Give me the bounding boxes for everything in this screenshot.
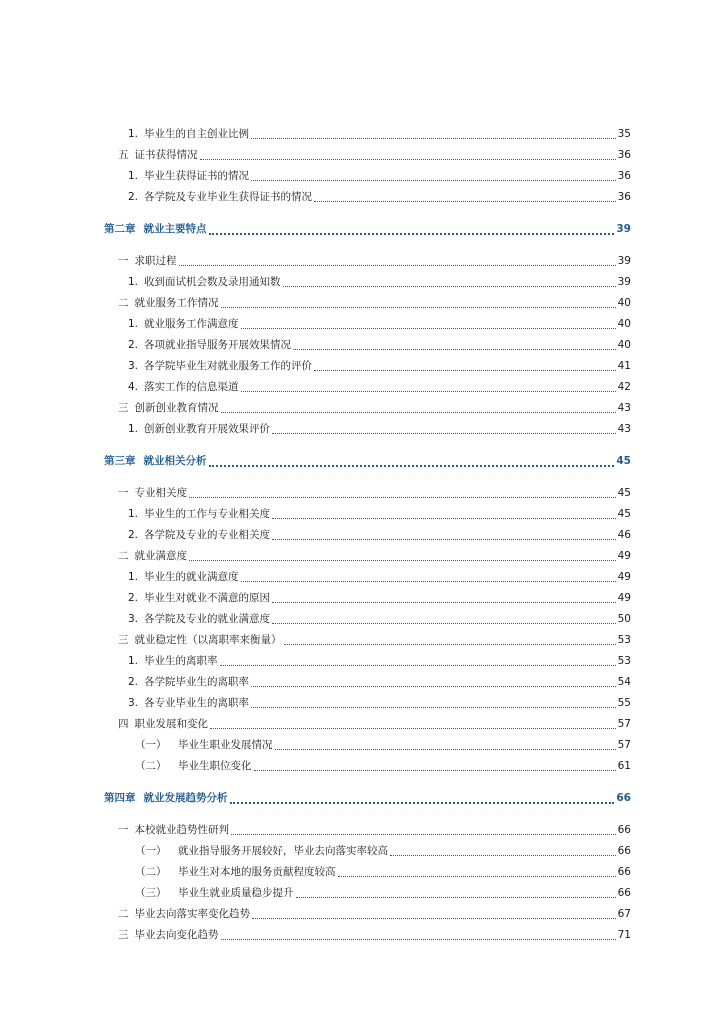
toc-entry-title: 毕业生职位变化: [178, 760, 252, 772]
toc-entry-title: 求职过程: [134, 255, 177, 267]
toc-dot-leader: [272, 612, 616, 624]
toc-entry-number: 4.: [128, 381, 139, 393]
toc-entry[interactable]: [104, 124, 631, 145]
toc-entry-number: 第三章: [104, 455, 136, 467]
toc-dot-leader: [314, 359, 616, 371]
toc-dot-leader: [189, 549, 616, 561]
toc-entry-number: 三: [118, 634, 129, 646]
toc-entry[interactable]: [104, 630, 631, 651]
toc-dot-leader: [252, 907, 616, 919]
toc-entry-page-number: 35: [617, 128, 631, 140]
toc-entry-page-number: 45: [617, 508, 631, 520]
toc-entry-number: 三: [118, 402, 129, 414]
toc-entry[interactable]: [104, 925, 631, 946]
toc-entry[interactable]: [104, 251, 631, 272]
toc-entry-number: 3.: [128, 360, 139, 372]
toc-entry-number: 二: [118, 297, 129, 309]
toc-entry-title: 各学院及专业毕业生获得证书的情况: [144, 191, 313, 203]
toc-entry-number: 1.: [128, 571, 139, 583]
toc-entry[interactable]: [104, 693, 631, 714]
toc-entry-page-number: 36: [617, 170, 631, 182]
toc-entry[interactable]: [104, 419, 631, 440]
toc-entry[interactable]: [104, 272, 631, 293]
toc-entry-title: 各学院及专业的就业满意度: [144, 613, 271, 625]
toc-entry-page-number: 49: [617, 592, 631, 604]
toc-entry-title: 毕业生职业发展情况: [178, 739, 273, 751]
toc-entry-page-number: 43: [617, 402, 631, 414]
toc-entry-title: 就业满意度: [134, 550, 187, 562]
toc-entry-title: 落实工作的信息渠道: [144, 381, 239, 393]
toc-chapter-entry[interactable]: [104, 219, 631, 240]
toc-entry[interactable]: [104, 166, 631, 187]
toc-entry-page-number: 41: [617, 360, 631, 372]
toc-entry-page-number: 36: [617, 149, 631, 161]
toc-entry-title: 各学院毕业生的离职率: [144, 676, 250, 688]
toc-entry-number: 一: [118, 255, 129, 267]
toc-entry[interactable]: [104, 356, 631, 377]
toc-dot-leader: [293, 338, 616, 350]
toc-entry-page-number: 49: [617, 571, 631, 583]
toc-entry-number: 一: [118, 487, 129, 499]
toc-dot-leader: [251, 127, 616, 139]
toc-entry-number: （二）: [135, 866, 167, 878]
toc-entry-title: 就业相关分析: [143, 455, 207, 467]
toc-entry-number: 1.: [128, 128, 139, 140]
toc-dot-leader: [272, 528, 616, 540]
toc-dot-leader: [284, 633, 616, 645]
toc-entry-page-number: 66: [617, 866, 631, 878]
toc-entry-page-number: 57: [617, 739, 631, 751]
toc-entry-number: 四: [118, 718, 129, 730]
toc-entry[interactable]: [104, 377, 631, 398]
toc-entry[interactable]: [104, 398, 631, 419]
toc-dot-leader: [254, 759, 616, 771]
toc-entry[interactable]: [104, 525, 631, 546]
toc-entry[interactable]: [104, 588, 631, 609]
toc-entry-title: 各学院及专业的专业相关度: [144, 529, 271, 541]
toc-entry-page-number: 40: [617, 339, 631, 351]
toc-dot-leader: [272, 422, 616, 434]
toc-entry-title: 毕业生的自主创业比例: [144, 128, 250, 140]
toc-entry-title: 职业发展和变化: [134, 718, 208, 730]
toc-entry[interactable]: [104, 567, 631, 588]
toc-dot-leader: [272, 507, 616, 519]
table-of-contents: [104, 124, 631, 946]
toc-entry[interactable]: [104, 756, 631, 777]
toc-entry-title: 就业服务工作情况: [134, 297, 219, 309]
toc-dot-leader: [209, 454, 615, 467]
toc-entry-title: 收到面试机会数及录用通知数: [144, 276, 281, 288]
toc-entry-title: 毕业生的就业满意度: [144, 571, 239, 583]
toc-dot-leader: [179, 254, 616, 266]
toc-entry-page-number: 50: [617, 613, 631, 625]
toc-entry-title: 创新创业教育情况: [134, 402, 219, 414]
toc-entry-number: 五: [118, 149, 129, 161]
toc-dot-leader: [231, 823, 616, 835]
toc-dot-leader: [210, 717, 616, 729]
toc-entry[interactable]: [104, 293, 631, 314]
toc-dot-leader: [251, 675, 616, 687]
toc-dot-leader: [390, 844, 616, 856]
toc-entry[interactable]: [104, 483, 631, 504]
toc-entry-number: （一）: [135, 739, 167, 751]
toc-entry-page-number: 53: [617, 655, 631, 667]
toc-entry-number: 2.: [128, 529, 139, 541]
toc-entry-page-number: 39: [616, 223, 631, 235]
toc-entry[interactable]: [104, 651, 631, 672]
toc-entry-page-number: 66: [617, 824, 631, 836]
toc-entry-number: 1.: [128, 276, 139, 288]
toc-entry[interactable]: [104, 904, 631, 925]
toc-dot-leader: [189, 486, 616, 498]
toc-entry-title: 毕业生的离职率: [144, 655, 218, 667]
toc-entry-title: 毕业去向落实率变化趋势: [134, 908, 250, 920]
toc-spacer: [104, 208, 631, 219]
toc-dot-leader: [272, 591, 616, 603]
toc-entry[interactable]: [104, 187, 631, 208]
toc-dot-leader: [241, 570, 616, 582]
toc-entry-title: 就业发展趋势分析: [143, 792, 228, 804]
toc-entry-number: 3.: [128, 697, 139, 709]
toc-chapter-entry[interactable]: [104, 788, 631, 809]
toc-entry-title: 毕业生获得证书的情况: [144, 170, 250, 182]
toc-entry[interactable]: [104, 714, 631, 735]
toc-entry-title: 毕业去向变化趋势: [134, 929, 219, 941]
toc-entry-title: 各学院毕业生对就业服务工作的评价: [144, 360, 313, 372]
toc-entry[interactable]: [104, 862, 631, 883]
toc-entry-title: 就业服务工作满意度: [144, 318, 239, 330]
toc-dot-leader: [200, 148, 616, 160]
toc-entry-title: 就业稳定性（以离职率来衡量）: [134, 634, 282, 646]
toc-entry-number: 第二章: [104, 223, 136, 235]
toc-dot-leader: [230, 791, 615, 804]
toc-dot-leader: [296, 886, 616, 898]
toc-entry-page-number: 67: [617, 908, 631, 920]
toc-entry-title: 就业主要特点: [143, 223, 207, 235]
toc-entry-page-number: 40: [617, 297, 631, 309]
toc-entry-number: 1.: [128, 318, 139, 330]
toc-entry-number: 第四章: [104, 792, 136, 804]
toc-dot-leader: [314, 190, 616, 202]
toc-entry-page-number: 54: [617, 676, 631, 688]
toc-entry[interactable]: [104, 335, 631, 356]
toc-entry[interactable]: [104, 609, 631, 630]
toc-entry-title: 专业相关度: [134, 487, 187, 499]
toc-entry-title: 就业指导服务开展较好，毕业去向落实率较高: [178, 845, 388, 857]
toc-entry-page-number: 45: [617, 487, 631, 499]
toc-entry-page-number: 71: [617, 929, 631, 941]
toc-entry-page-number: 39: [617, 255, 631, 267]
toc-entry-number: 2.: [128, 592, 139, 604]
toc-entry-page-number: 36: [617, 191, 631, 203]
toc-entry-title: 本校就业趋势性研判: [134, 824, 229, 836]
toc-spacer: [104, 777, 631, 788]
toc-entry-title: 证书获得情况: [134, 149, 198, 161]
toc-entry-number: 2.: [128, 191, 139, 203]
toc-entry-number: （二）: [135, 760, 167, 772]
toc-entry[interactable]: [104, 145, 631, 166]
toc-entry-title: 各项就业指导服务开展效果情况: [144, 339, 292, 351]
toc-dot-leader: [221, 928, 616, 940]
toc-dot-leader: [251, 696, 616, 708]
toc-entry-page-number: 57: [617, 718, 631, 730]
toc-dot-leader: [221, 401, 616, 413]
toc-entry-page-number: 43: [617, 423, 631, 435]
toc-entry-number: 1.: [128, 508, 139, 520]
toc-entry-page-number: 40: [617, 318, 631, 330]
toc-entry-page-number: 45: [616, 455, 631, 467]
toc-entry-title: 创新创业教育开展效果评价: [144, 423, 271, 435]
toc-entry-number: 1.: [128, 655, 139, 667]
toc-spacer: [104, 472, 631, 483]
toc-entry-number: （三）: [135, 887, 167, 899]
toc-entry-page-number: 46: [617, 529, 631, 541]
toc-entry-number: 二: [118, 550, 129, 562]
toc-entry[interactable]: [104, 314, 631, 335]
toc-dot-leader: [209, 222, 615, 235]
toc-dot-leader: [251, 169, 616, 181]
toc-entry-number: 2.: [128, 339, 139, 351]
toc-spacer: [104, 440, 631, 451]
toc-entry[interactable]: [104, 841, 631, 862]
toc-entry-number: 2.: [128, 676, 139, 688]
toc-entry-number: 1.: [128, 423, 139, 435]
toc-entry[interactable]: [104, 546, 631, 567]
toc-entry-page-number: 42: [617, 381, 631, 393]
toc-entry-title: 毕业生就业质量稳步提升: [178, 887, 294, 899]
toc-dot-leader: [275, 738, 616, 750]
toc-entry-title: 各专业毕业生的离职率: [144, 697, 250, 709]
toc-entry-page-number: 66: [617, 845, 631, 857]
toc-entry-page-number: 66: [616, 792, 631, 804]
toc-spacer: [104, 809, 631, 820]
toc-entry-number: （一）: [135, 845, 167, 857]
toc-dot-leader: [220, 654, 616, 666]
toc-dot-leader: [221, 296, 616, 308]
toc-entry-number: 三: [118, 929, 129, 941]
toc-entry-number: 1.: [128, 170, 139, 182]
toc-entry-title: 毕业生对本地的服务贡献程度较高: [178, 866, 336, 878]
toc-dot-leader: [241, 380, 616, 392]
toc-entry[interactable]: [104, 883, 631, 904]
toc-entry-title: 毕业生的工作与专业相关度: [144, 508, 271, 520]
toc-chapter-entry[interactable]: [104, 451, 631, 472]
toc-spacer: [104, 240, 631, 251]
toc-entry-number: 一: [118, 824, 129, 836]
toc-entry-number: 3.: [128, 613, 139, 625]
toc-entry-page-number: 55: [617, 697, 631, 709]
toc-entry-title: 毕业生对就业不满意的原因: [144, 592, 271, 604]
toc-entry-page-number: 66: [617, 887, 631, 899]
toc-entry[interactable]: [104, 820, 631, 841]
toc-entry-page-number: 49: [617, 550, 631, 562]
toc-entry[interactable]: [104, 672, 631, 693]
toc-entry[interactable]: [104, 735, 631, 756]
toc-entry-page-number: 61: [617, 760, 631, 772]
toc-dot-leader: [241, 317, 616, 329]
toc-dot-leader: [338, 865, 616, 877]
toc-entry[interactable]: [104, 504, 631, 525]
toc-entry-page-number: 39: [617, 276, 631, 288]
toc-entry-number: 二: [118, 908, 129, 920]
toc-entry-page-number: 53: [617, 634, 631, 646]
toc-dot-leader: [283, 275, 616, 287]
